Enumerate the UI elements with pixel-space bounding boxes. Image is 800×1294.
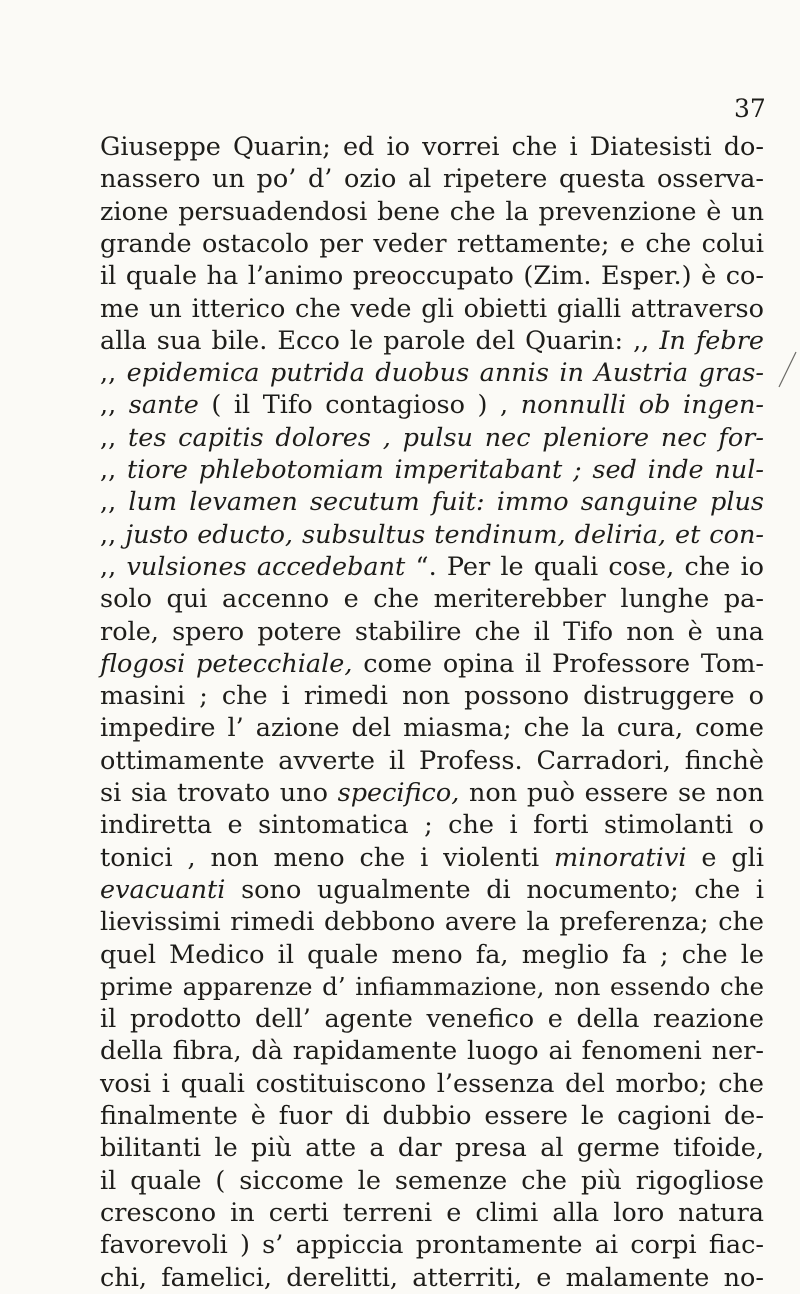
text-segment: ,, bbox=[100, 422, 128, 453]
italic-text: nonnulli ob ingen- bbox=[520, 390, 764, 421]
italic-text: epidemica putrida duobus annis in Austria gras- bbox=[126, 358, 764, 389]
text-line bbox=[100, 1132, 764, 1164]
text-line bbox=[100, 293, 764, 325]
text-segment: della fibra, dà rapidamente luogo ai fenomeni ner- bbox=[100, 1036, 764, 1067]
text-line bbox=[100, 648, 764, 680]
text-segment: favorevoli ) s’ appiccia prontamente ai corpi fiac- bbox=[100, 1230, 764, 1261]
text-segment: nassero un po’ d’ ozio al ripetere questa osserva- bbox=[100, 164, 764, 195]
text-segment: grande ostacolo per veder rettamente; e che colui bbox=[100, 228, 764, 259]
italic-text: tes capitis dolores , pulsu nec pleniore nec for- bbox=[127, 422, 764, 453]
text-line bbox=[100, 389, 764, 421]
text-segment: il prodotto dell’ agente venefico e della reazione bbox=[100, 1004, 764, 1035]
text-segment: Giuseppe Quarin; ed io vorrei che i Diatesisti do- bbox=[100, 132, 764, 162]
text-segment: sono ugualmente di nocumento; che i bbox=[225, 874, 764, 905]
text-line bbox=[100, 971, 764, 1003]
text-segment: ottimamente avverte il Profess. Carradori, finchè bbox=[100, 745, 764, 776]
text-segment: come opina il Professore Tom- bbox=[352, 648, 764, 679]
text-segment: vosi i quali costituiscono l’essenza del morbo; che bbox=[100, 1068, 764, 1099]
italic-text: sante bbox=[128, 390, 199, 421]
page-number: 37 bbox=[734, 94, 766, 123]
text-segment: ,, bbox=[100, 519, 126, 550]
text-line bbox=[100, 745, 764, 777]
text-segment: chi, famelici, derelitti, atterriti, e malamente no- bbox=[100, 1262, 764, 1293]
text-line bbox=[100, 519, 764, 551]
text-line bbox=[100, 777, 764, 809]
text-segment: impedire l’ azione del miasma; che la cura, come bbox=[100, 713, 764, 744]
text-line bbox=[100, 842, 764, 874]
text-segment: finalmente è fuor di dubbio essere le cagioni de- bbox=[100, 1101, 764, 1131]
text-segment: indiretta e sintomatica ; che i forti stimolanti o bbox=[100, 810, 764, 841]
text-line bbox=[100, 1100, 764, 1132]
italic-text: justo educto, subsultus tendinum, deliria, et con- bbox=[125, 519, 764, 550]
text-segment: alla sua bile. Ecco le parole del Quarin: ,, bbox=[100, 325, 660, 356]
italic-text: vulsiones accedebant bbox=[126, 551, 406, 582]
text-segment: il quale ha l’animo preoccupato (Zim. Esper.) è co- bbox=[100, 261, 764, 292]
text-line bbox=[100, 1165, 764, 1197]
text-line bbox=[100, 906, 764, 938]
text-segment: solo qui accenno e che meriterebber lunghe pa- bbox=[100, 584, 764, 615]
text-line bbox=[100, 939, 764, 971]
text-line bbox=[100, 1262, 764, 1294]
text-line bbox=[100, 1068, 764, 1100]
italic-text: In febre bbox=[659, 325, 764, 356]
text-line bbox=[100, 196, 764, 228]
text-segment: ,, bbox=[100, 551, 127, 582]
text-line bbox=[100, 551, 764, 583]
margin-pencil-mark bbox=[776, 350, 798, 390]
text-line bbox=[100, 422, 764, 454]
italic-text: flogosi petecchiale, bbox=[100, 648, 353, 679]
italic-text: lum levamen secutum fuit: immo sanguine plus bbox=[128, 487, 764, 518]
text-line bbox=[100, 712, 764, 744]
text-segment: si sia trovato uno bbox=[100, 778, 338, 808]
text-segment: ( il Tifo contagioso ) , bbox=[198, 390, 521, 421]
text-line bbox=[100, 325, 764, 357]
text-line bbox=[100, 454, 764, 486]
text-segment: role, spero potere stabilire che il Tifo non è una bbox=[100, 616, 764, 647]
text-line bbox=[100, 1229, 764, 1261]
text-segment: zione persuadendosi bene che la prevenzione è un bbox=[100, 196, 764, 227]
text-segment: ,, bbox=[100, 487, 129, 518]
text-line bbox=[100, 1035, 764, 1067]
text-segment: masini ; che i rimedi non possono distruggere o bbox=[100, 681, 764, 712]
text-segment: bilitanti le più atte a dar presa al germe tifoide, bbox=[100, 1133, 764, 1164]
text-segment: quel Medico il quale meno fa, meglio fa ; che le bbox=[100, 939, 764, 970]
text-line bbox=[100, 809, 764, 841]
text-segment: il quale ( siccome le semenze che più rigogliose bbox=[100, 1165, 764, 1196]
italic-text: evacuanti bbox=[100, 874, 226, 905]
text-segment: prime apparenze d’ infiammazione, non essendo che bbox=[100, 971, 764, 1001]
text-segment: crescono in certi terreni e climi alla loro natura bbox=[100, 1197, 764, 1228]
text-line bbox=[100, 357, 764, 389]
text-segment: non può essere se non bbox=[459, 778, 764, 808]
text-line bbox=[100, 874, 764, 906]
italic-text: specifico, bbox=[337, 778, 460, 808]
text-line bbox=[100, 680, 764, 712]
text-line bbox=[100, 486, 764, 518]
text-line bbox=[100, 131, 764, 163]
italic-text: minorativi bbox=[554, 842, 687, 873]
text-line bbox=[100, 583, 764, 615]
italic-text: tiore phlebotomiam imperitabant ; sed inde nul- bbox=[126, 455, 764, 485]
text-segment: “. Per le quali cose, che io bbox=[405, 551, 764, 582]
text-segment: lievissimi rimedi debbono avere la preferenza; che bbox=[100, 907, 764, 938]
text-segment: ,, bbox=[100, 358, 127, 389]
text-line bbox=[100, 1003, 764, 1035]
text-line bbox=[100, 260, 764, 292]
text-line bbox=[100, 228, 764, 260]
text-segment: ,, bbox=[100, 455, 127, 485]
text-line bbox=[100, 616, 764, 648]
text-segment: tonici , non meno che i violenti bbox=[100, 842, 555, 873]
text-segment: ,, bbox=[100, 390, 129, 421]
text-segment: me un itterico che vede gli obietti gialli attraverso bbox=[100, 293, 764, 324]
text-line bbox=[100, 1197, 764, 1229]
text-segment: e gli bbox=[686, 842, 764, 873]
text-line bbox=[100, 163, 764, 195]
